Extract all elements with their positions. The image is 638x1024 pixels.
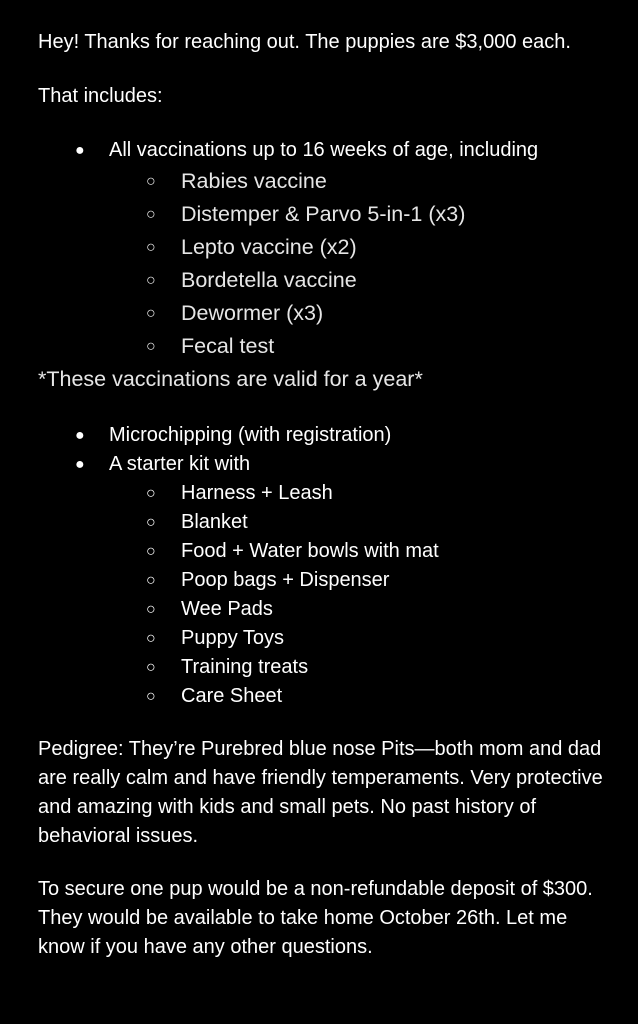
hollow-bullet-icon: ○ [146,272,156,289]
list-item [38,231,618,264]
list-item [38,297,618,330]
list-item [38,653,618,682]
list-item-label: Bordetella vaccine [181,268,357,292]
list-item-label: Distemper & Parvo 5-in-1 (x3) [181,202,466,226]
list-item-microchip [38,421,618,450]
hollow-bullet-icon: ○ [146,338,156,355]
pedigree-text: Pedigree: They’re Purebred blue nose Pits—both mom and dad are really calm and have friendly temperaments. Very protective and amazing with kids and small pets. No past history of behavioral issues. [38,738,603,847]
list-item-vaccinations [38,136,618,165]
hollow-bullet-icon: ○ [146,572,156,589]
list-item-label: Harness + Leash [181,482,333,504]
hollow-bullet-icon: ○ [146,543,156,560]
list-item-label: Microchipping (with registration) [109,424,392,446]
hollow-bullet-icon: ○ [146,659,156,676]
list-item-label: Dewormer (x3) [181,301,324,325]
list-item [38,508,618,537]
list-item-label: Poop bags + Dispenser [181,569,390,591]
list-item-label: Blanket [181,511,248,533]
bullet-icon: ● [75,456,85,473]
list-item-label: Lepto vaccine (x2) [181,235,357,259]
included-list-2 [38,421,618,479]
list-item-label: Fecal test [181,334,275,358]
list-item [38,165,618,198]
hollow-bullet-icon: ○ [146,601,156,618]
message-body [38,28,618,962]
hollow-bullet-icon: ○ [146,688,156,705]
list-item [38,330,618,363]
list-item-label: Training treats [181,656,309,678]
hollow-bullet-icon: ○ [146,239,156,256]
list-item-label: A starter kit with [109,453,251,475]
hollow-bullet-icon: ○ [146,514,156,531]
list-item-label: Care Sheet [181,685,283,707]
bullet-icon: ● [75,427,85,444]
included-list-1 [38,136,618,165]
intro-text: Hey! Thanks for reaching out. The puppies are $3,000 each. [38,31,571,53]
list-item-label: Wee Pads [181,598,273,620]
list-item [38,624,618,653]
bullet-icon: ● [75,142,85,159]
vaccination-note: *These vaccinations are valid for a year* [38,367,423,391]
list-item [38,682,618,711]
list-item [38,264,618,297]
list-item [38,537,618,566]
list-item-label: Puppy Toys [181,627,285,649]
vaccination-list [38,165,618,363]
includes-label: That includes: [38,85,163,107]
list-item [38,566,618,595]
list-item-label: All vaccinations up to 16 weeks of age, including [109,139,539,161]
deposit-text: To secure one pup would be a non-refundable deposit of $300. They would be available to take home October 26th. Let me know if you have any other questions. [38,878,593,958]
list-item [38,595,618,624]
hollow-bullet-icon: ○ [146,305,156,322]
hollow-bullet-icon: ○ [146,206,156,223]
hollow-bullet-icon: ○ [146,173,156,190]
list-item-label: Rabies vaccine [181,169,327,193]
starter-kit-list [38,479,618,711]
list-item [38,198,618,231]
list-item [38,479,618,508]
list-item-label: Food + Water bowls with mat [181,540,439,562]
hollow-bullet-icon: ○ [146,485,156,502]
hollow-bullet-icon: ○ [146,630,156,647]
list-item-starter-kit [38,450,618,479]
